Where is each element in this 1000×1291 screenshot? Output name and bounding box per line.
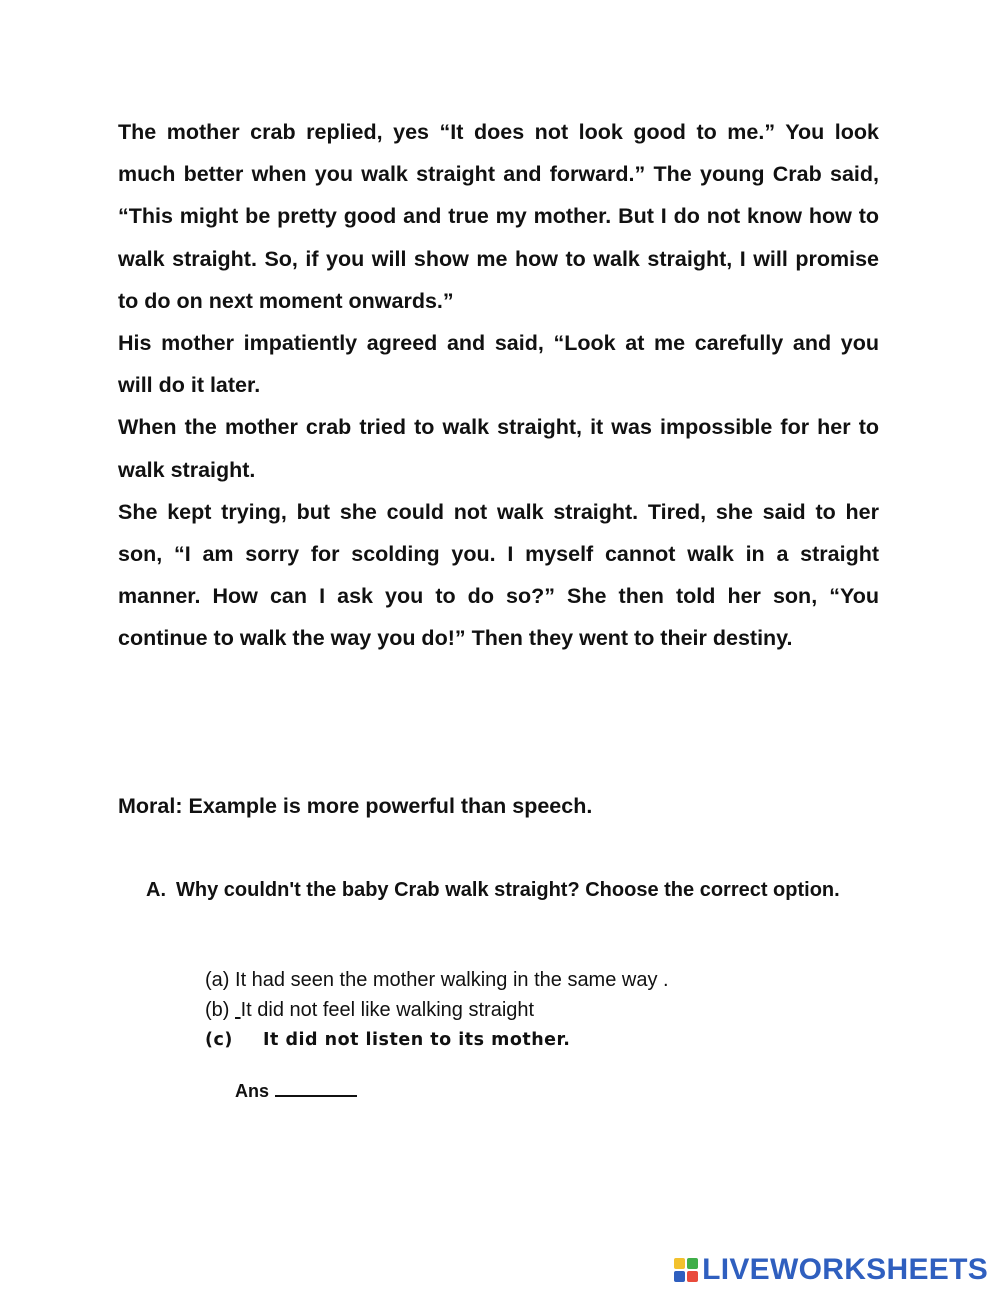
option-a-text: It had seen the mother walking in the same way . — [235, 969, 669, 991]
story-paragraph-3: When the mother crab tried to walk straight, it was impossible for her to walk straight. — [118, 415, 879, 482]
question-a — [146, 875, 866, 906]
option-b-text: It did not feel like walking straight — [240, 999, 535, 1021]
story-paragraph-4: She kept trying, but she could not walk straight. Tired, she said to her son, “I am sorry for scolding you. I myself cannot walk in a straight manner. How can I ask you to do so?” She then told her son, “You continue to walk the way you do!” Then they went to their destiny. — [118, 499, 879, 651]
answer-line — [235, 1076, 357, 1105]
option-b[interactable] — [205, 995, 534, 1025]
moral-line: Moral: Example is more powerful than speech. — [118, 794, 593, 818]
story-paragraph-2: His mother impatiently agreed and said, “Look at me carefully and you will do it later. — [118, 331, 879, 398]
answer-label: Ans — [235, 1081, 270, 1101]
option-a[interactable] — [205, 965, 669, 995]
story-paragraph-1: The mother crab replied, yes “It does not look good to me.” You look much better when you walk straight and forward.” The young Crab said, “This might be pretty good and true my mother. But I do not know how to walk straight. So, if you will show me how to walk straight, I will promise to do on next moment onwards.” — [118, 120, 879, 313]
liveworksheets-logo — [674, 1250, 988, 1290]
question-letter: A. — [146, 879, 166, 901]
question-text: Why couldn't the baby Crab walk straight? Choose the correct option. — [176, 879, 840, 901]
answer-blank-field[interactable] — [275, 1076, 357, 1097]
option-b-label: (b) — [205, 999, 230, 1021]
option-c-text: It did not listen to its mother. — [263, 1030, 571, 1050]
option-c[interactable] — [205, 1025, 570, 1055]
logo-text: LIVEWORKSHEETS — [702, 1253, 988, 1286]
story-text — [118, 111, 879, 660]
logo-icon — [674, 1258, 698, 1282]
option-a-label: (a) — [205, 969, 230, 991]
option-c-label: (c) — [205, 1030, 233, 1050]
